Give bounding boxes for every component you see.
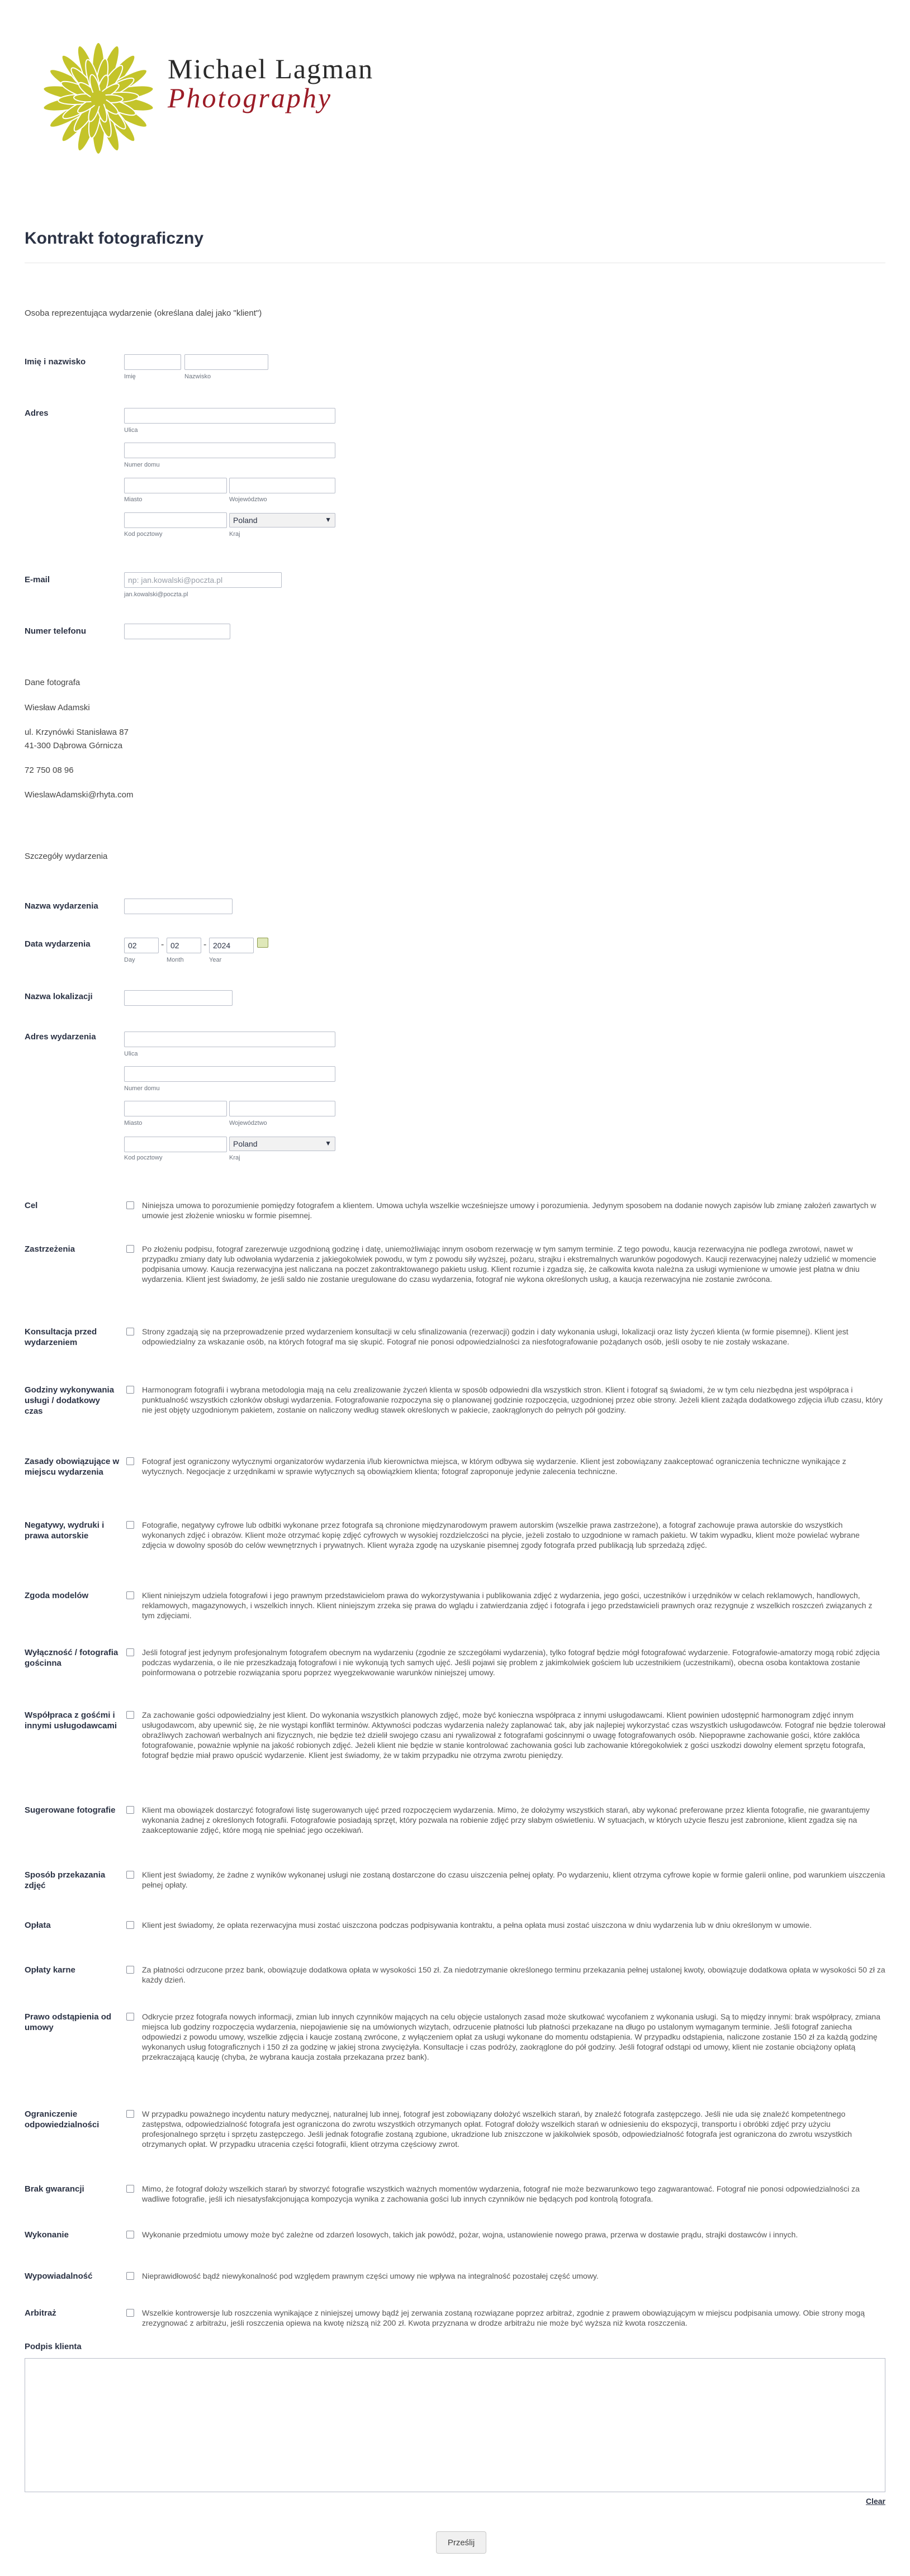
phone-input[interactable]: [124, 624, 230, 639]
term-label: Opłaty karne: [25, 1965, 75, 1975]
chevron-down-icon: ▼: [325, 516, 331, 524]
month-input[interactable]: [167, 938, 201, 953]
term-checkbox[interactable]: [126, 1711, 134, 1719]
term-text: Klient jest świadomy, że opłata rezerwacyjna musi zostać uiszczona podczas podpisywania kontraktu, a pełna opłata musi zostać uiszczona w dniu wydarzenia lub w dniu określonym w umowie.: [142, 1921, 812, 1929]
event-address-label: Adres wydarzenia: [25, 1032, 96, 1042]
photographer-heading: Dane fotografa: [25, 678, 80, 687]
signature-label: Podpis klienta: [25, 2342, 82, 2351]
address-label: Adres: [25, 408, 49, 418]
term-label: Sugerowane fotografie: [25, 1805, 116, 1815]
term-text: Jeśli fotograf jest jedynym profesjonalnym fotografem obecnym na wydarzeniu (zgodnie ze szczegółami wydarzenia), tylko fotograf będzie mógł fotografować wydarzenie. Fotografowie-amatorzy mogą robić zdjęcia podczas wydarzenia, o ile nie przeszkadzają fotografowi i nie wykonują tych samych ujęć. Jeśli pojawi się problem z jakimkolwiek gościem lub uczestnikiem (uczestnikami), obecna osoba kontaktowa zostanie poinformowana o potrzebie rozwiązania sporu poprzez wyegzekwowanie warunków niniejszej umowy.: [142, 1648, 880, 1677]
event-house-number-sub: Numer domu: [124, 1085, 160, 1092]
last-name-sub: Nazwisko: [184, 373, 211, 380]
term-checkbox[interactable]: [126, 1386, 134, 1394]
event-country-sub: Kraj: [229, 1154, 240, 1161]
event-zip-sub: Kod pocztowy: [124, 1154, 163, 1161]
year-input[interactable]: [209, 938, 254, 953]
date-separator: -: [161, 940, 164, 949]
street-sub: Ulica: [124, 427, 138, 434]
first-name-input[interactable]: [124, 354, 181, 370]
term-checkbox[interactable]: [126, 1201, 134, 1209]
event-intro: Szczegóły wydarzenia: [25, 852, 108, 861]
term-checkbox[interactable]: [126, 2185, 134, 2193]
event-country-value: Poland: [233, 1139, 258, 1148]
term-label: Arbitraż: [25, 2308, 56, 2318]
term-text: Wykonanie przedmiotu umowy może być zależne od zdarzeń losowych, takich jak powódź, pożar, wojna, ustanowienie nowego prawa, przerwa w dostawie prądu, strajki dostawców i innych.: [142, 2230, 798, 2239]
term-text: Nieprawidłowość bądź niewykonalność pod względem prawnym części umowy nie wpływa na integralność pozostałej część umowy.: [142, 2271, 599, 2280]
last-name-input[interactable]: [184, 354, 268, 370]
logo-center: [91, 91, 106, 106]
event-country-select[interactable]: [229, 1137, 335, 1151]
location-name-label: Nazwa lokalizacji: [25, 992, 93, 1001]
term-label: Opłata: [25, 1921, 51, 1930]
event-name-label: Nazwa wydarzenia: [25, 901, 98, 911]
chevron-down-icon: ▼: [325, 1139, 331, 1147]
event-name-input[interactable]: [124, 899, 233, 914]
term-text: Klient ma obowiązek dostarczyć fotografowi listę sugerowanych ujęć przed rozpoczęciem wydarzenia. Mimo, że dołożymy wszystkich starań, aby wykonać preferowane przez klienta fotografie, nie gwarantujemy wykonania żadnej z określonych fotografii. Fotografowie posiadają sprzęt, który pozwala na robienie zdjęć przy słabym oświetleniu. W sytuacjach, w których użycie fleszu jest zabronione, klient zgadza się na zaakceptowanie zdjęć, które mogą nie spełniać jego oczekiwań.: [142, 1805, 870, 1834]
term-text: Fotograf jest ograniczony wytycznymi organizatorów wydarzenia i/lub kierownictwa miejsca, w którym odbywa się wydarzenie. Klient jest zobowiązany zaakceptować ograniczenia techniczne wynikające z wytycznych. Negocjacje z urzędnikami w sprawie wytycznych są obowiązkiem klienta; fotograf zaproponuje jedynie zalecenia techniczne.: [142, 1457, 846, 1476]
logo-name: Michael Lagman: [168, 53, 374, 84]
term-text: Po złożeniu podpisu, fotograf zarezerwuje uzgodnioną godzinę i datę, uniemożliwiając innym osobom rezerwację w tym samym terminie. Z tego powodu, kaucja rezerwacyjna nie podlega zwrotowi, nawet w przypadku zmiany daty lub odwołania wydarzenia z jakiegokolwiek powodu, w tym z powodu siły wyższej, pożaru, strajku i ekstremalnych warunków pogodowych. Kaucji rezerwacyjnej należy udzielić w momencie podpisania umowy. Kaucja rezerwacyjna jest naliczana na poczet zakontraktowanego pakietu usług. Klient rozumie i zgadza się, że całkowita kwota należna za usługi wymienione w umowie jest płatna w dniu wydarzenia. Klient jest świadomy, że jeśli saldo nie zostanie uregulowane do czasu wydarzenia, fotograf nie wykona określonych usług, a kaucja rezerwacyjna nie zostanie zwrócona.: [142, 1244, 876, 1284]
term-text: Za zachowanie gości odpowiedzialny jest klient. Do wykonania wszystkich planowych zdjęć, może być konieczna współpraca z innymi usługodawcami. Klient powinien udostępnić harmonogram zdjęć innym usługodawcom, aby upewnić się, że nie wystąpi konflikt terminów. Aktywności podczas wydarzenia należy zaplanować tak, aby jak najlepiej wykorzystać czas wszystkich usługodawców. Fotograf nie będzie tolerował obraźliwych zachowań werbalnych ani fizycznych, nie będzie też dzielił swojego czasu ani rywalizował z fotografami gościnnymi o uwagę fotografowanych osób. Niepoprawne zachowanie gości, które zakłóca fotografowanie, poważnie wpłynie na jakość robionych zdjęć. Jeżeli klient nie będzie w stanie kontrolować zachowania gości lub zachowanie któregokolwiek z gości uszkodzi dowolny element sprzętu fotografa, fotograf będzie miał prawo opuścić wydarzenie. Klient jest świadomy, że w takim przypadku nie otrzyma zwrotu pieniędzy.: [142, 1710, 885, 1760]
term-text: Strony zgadzają się na przeprowadzenie przed wydarzeniem konsultacji w celu sfinalizowania (rezerwacji) godzin i daty wykonania usługi, lokalizacji oraz listy życzeń klienta (w formie pisemnej). Klient jest odpowiedzialny za wskazanie osób, na których fotograf ma się skupić. Fotograf nie ponosi odpowiedzialności za niesfotografowanie pożądanych osób, jeśli osoby te nie zostały wskazane.: [142, 1327, 849, 1346]
term-checkbox[interactable]: [126, 1521, 134, 1529]
zip-input[interactable]: [124, 512, 227, 528]
calendar-icon[interactable]: [257, 938, 268, 948]
street-input[interactable]: [124, 408, 335, 424]
event-city-sub: Miasto: [124, 1120, 143, 1127]
term-label: Współpraca z gośćmi i innymi usługodawcami: [25, 1710, 117, 1731]
day-sub: Day: [124, 957, 135, 963]
form-title: Kontrakt fotograficzny: [25, 229, 204, 248]
submit-button[interactable]: Prześlij: [436, 2531, 486, 2554]
term-checkbox[interactable]: [126, 2013, 134, 2021]
term-text: Mimo, że fotograf dołoży wszelkich starań by stworzyć fotografie wszystkich ważnych momentów wydarzenia, fotograf nie może bezwarunkowo tego zagwarantować. Fotograf nie ponosi odpowiedzialności za wadliwe fotografie, jeśli ich niesatysfakcjonująca kompozycja wynika z zachowania gości lub innych czynników nie będących pod kontrolą fotografa.: [142, 2184, 860, 2203]
client-intro: Osoba reprezentująca wydarzenie (określana dalej jako "klient"): [25, 308, 262, 318]
country-select[interactable]: [229, 513, 335, 527]
logo-subtitle: Photography: [168, 82, 333, 113]
event-date-label: Data wydarzenia: [25, 939, 91, 949]
event-state-input[interactable]: [229, 1101, 335, 1116]
photographer-city: 41-300 Dąbrowa Górnicza: [25, 741, 123, 750]
term-checkbox[interactable]: [126, 1245, 134, 1253]
term-label: Zastrzeżenia: [25, 1244, 75, 1254]
country-value: Poland: [233, 516, 258, 525]
house-number-sub: Numer domu: [124, 462, 160, 468]
email-sub: jan.kowalski@poczta.pl: [124, 591, 188, 598]
term-checkbox[interactable]: [126, 1966, 134, 1974]
photographer-phone: 72 750 08 96: [25, 766, 74, 775]
term-checkbox[interactable]: [126, 1648, 134, 1656]
event-zip-input[interactable]: [124, 1137, 227, 1152]
photographer-name: Wiesław Adamski: [25, 703, 90, 712]
term-label: Zasady obowiązujące w miejscu wydarzenia: [25, 1457, 120, 1477]
term-label: Wypowiadalność: [25, 2271, 93, 2281]
signature-pad[interactable]: [25, 2358, 885, 2492]
term-checkbox[interactable]: [126, 2110, 134, 2118]
term-label: Cel: [25, 1201, 38, 1210]
term-label: Negatywy, wydruki i prawa autorskie: [25, 1520, 105, 1541]
term-checkbox[interactable]: [126, 1328, 134, 1335]
state-sub: Województwo: [229, 496, 267, 503]
term-label: Godziny wykonywania usługi / dodatkowy czas: [25, 1385, 115, 1416]
term-text: Klient niniejszym udziela fotografowi i jego prawnym przedstawicielom prawa do wykorzystywania i publikowania zdjęć z wydarzenia, jego gości, uczestników i urzędników w celach reklamowych, handlowych, reklamowych, magazynowych, i wszelkich innych. Klient niniejszym zrzeka się prawa do wglądu i zatwierdzania zdjęć i fotografa i jego przedstawicieli prawnych oraz rezygnuje z wszelkich roszczeń związanych z tym zdjęciami.: [142, 1591, 873, 1620]
event-state-sub: Województwo: [229, 1120, 267, 1127]
logo-wordmark: [168, 53, 373, 111]
city-input[interactable]: [124, 478, 227, 493]
term-text: Odkrycie przez fotografa nowych informacji, zmian lub innych czynników mających na celu objęcie ustalonych zasad może skutkować wycofaniem z wykonania usługi. Są to między innymi: brak współpracy, zmiana miejsca lub godziny rozpoczęcia wydarzenia, niepojawienie się na umówionych wizytach, odrzucenie płatności lub płatności przekazane na długo po ustalonym wymaganym terminie. Jeśli fotograf zaniecha odpowiedzi z powodu umowy, wszelkie zdjęcia i kaucje zostaną zwrócone, z wyłączeniem opłat za usługi wykonane do momentu odstąpienia. W przypadku odstąpienia, naliczone zostanie 150 zł za każdą godzinę wykonanych usług fotograficznych i 150 zł za godzinę w jakiej strona zwyciężyła. Konsultacje i czas podróży, zaokrąglone do pół godziny. Jeśli fotograf odstąpi od umowy, klient nie zostanie obciążony opłatą przekraczającą kaucję (chyba, że wybrana kaucja została przekazana przez bank).: [142, 2012, 880, 2061]
email-label: E-mail: [25, 575, 50, 584]
term-label: Wykonanie: [25, 2230, 69, 2240]
term-text: W przypadku poważnego incydentu natury medycznej, naturalnej lub innej, fotograf jest zobowiązany dołożyć wszelkich starań, by znaleźć fotografa zastępczego. Jeśli nie uda się znaleźć kompetentnego zastępstwa, odpowiedzialność fotografa jest ograniczona do zwrotu wszystkich otrzymanych opłat. Fotograf dołoży wszelkich starań w odniesieniu do ekspozycji, transportu i obróbki zdjęć przy użyciu profesjonalnego sprzętu i sprzętu zastępczego. Jeśli jednak fotografie zostaną zgubione, ukradzione lub zniszczone w jakikolwiek sposób, odpowiedzialność fotografa jest ograniczona do zwrotu wszystkich otrzymanych opłat. W przypadku utracenia części fotografii, klient otrzyma częściowy zwrot.: [142, 2109, 852, 2149]
day-input[interactable]: [124, 938, 159, 953]
photographer-email: WieslawAdamski@rhyta.com: [25, 790, 134, 800]
term-label: Brak gwarancji: [25, 2184, 84, 2194]
year-sub: Year: [209, 957, 222, 963]
clear-signature-link[interactable]: Clear: [865, 2497, 885, 2506]
event-city-input[interactable]: [124, 1101, 227, 1116]
term-text: Fotografie, negatywy cyfrowe lub odbitki wykonane przez fotografa są chronione międzynarodowym prawem autorskim (wszelkie prawa zastrzeżone), a fotograf zachowuje prawa autorskie do wszystkich wykonanych zdjęć i obrazów. Klient może otrzymać kopię zdjęć cyfrowych w wysokiej rozdzielczości na płycie, jeżeli zostało to uzgodnione w ramach pakietu. W takim wypadku, klient może powielać wybrane zdjęcia w dowolny sposób do celów wewnętrznych i prywatnych. Klient wyraża zgodę na uzyskanie pisemnej zgody fotografa przed publikacją lub sprzedażą zdjęć.: [142, 1520, 860, 1550]
state-input[interactable]: [229, 478, 335, 493]
term-checkbox[interactable]: [126, 1457, 134, 1465]
term-text: Wszelkie kontrowersje lub roszczenia wynikające z niniejszej umowy bądź jej zerwania zostaną rozwiązane poprzez arbitraż, zgodnie z prawem obowiązującym w miejscu podpisania umowy. Obie strony mogą zrezygnować z arbitrażu, jeśli roszczenia opiewa na kwotę niższą niż 200 zł. Kwota przyznana w drodze arbitrażu nie może być wyższa niż kwota roszczenia.: [142, 2308, 865, 2327]
term-checkbox[interactable]: [126, 1806, 134, 1814]
first-name-sub: Imię: [124, 373, 136, 380]
term-checkbox[interactable]: [126, 2272, 134, 2280]
term-checkbox[interactable]: [126, 2231, 134, 2238]
term-text: Za płatności odrzucone przez bank, obowiązuje dodatkowa opłata w wysokości 150 zł. Za niedotrzymanie określonego terminu przekazania pełnej ustalonej kwoty, obowiązuje dodatkowa opłata w wysokości 50 zł za każdy dzień.: [142, 1965, 885, 1984]
term-label: Sposób przekazania zdjęć: [25, 1870, 106, 1890]
zip-sub: Kod pocztowy: [124, 531, 163, 538]
event-street-sub: Ulica: [124, 1051, 138, 1057]
email-input[interactable]: [124, 572, 282, 588]
location-name-input[interactable]: [124, 990, 233, 1006]
term-checkbox[interactable]: [126, 1591, 134, 1599]
term-text: Klient jest świadomy, że żadne z wyników wykonanej usługi nie zostaną dostarczone do czasu uiszczenia pełnej opłaty. Po wydarzeniu, klient otrzyma cyfrowe kopie w formie galerii online, pod warunkiem uiszczenia pełnej opłaty.: [142, 1870, 885, 1889]
country-sub: Kraj: [229, 531, 240, 538]
term-label: Prawo odstąpienia od umowy: [25, 2012, 112, 2032]
term-text: Harmonogram fotografii i wybrana metodologia mają na celu zrealizowanie życzeń klienta w sposób odpowiedni dla wszystkich stron. Klient i fotograf są świadomi, że w tym celu niezbędna jest współpraca i punktualność wszystkich członków obsługi wydarzenia. Fotografowanie rozpoczyna się o planowanej godzinie rozpoczęcia, uzgodnionej przez obie strony. Jeżeli klient zażąda dodatkowego zdjęcia i/lub czasu, który nie jest objęty uzgodnionym pakietem, zostanie on naliczony według stawek określonych w pakiecie, zaokrąglonych do pełnych pół godziny.: [142, 1385, 883, 1414]
term-checkbox[interactable]: [126, 1921, 134, 1929]
name-label: Imię i nazwisko: [25, 357, 86, 367]
term-label: Ograniczenie odpowiedzialności: [25, 2109, 99, 2130]
date-separator: -: [203, 940, 207, 949]
house-number-input[interactable]: [124, 443, 335, 458]
event-house-number-input[interactable]: [124, 1066, 335, 1082]
term-label: Zgoda modelów: [25, 1591, 89, 1600]
city-sub: Miasto: [124, 496, 143, 503]
photographer-street: ul. Krzynówki Stanisława 87: [25, 728, 129, 737]
month-sub: Month: [167, 957, 184, 963]
phone-label: Numer telefonu: [25, 626, 87, 636]
term-label: Konsultacja przed wydarzeniem: [25, 1327, 97, 1347]
term-label: Wyłączność / fotografia gościnna: [25, 1648, 119, 1668]
term-text: Niniejsza umowa to porozumienie pomiędzy fotografem a klientem. Umowa uchyla wszelkie wcześniejsze umowy i porozumienia. Jedynym sposobem na dodanie nowych zapisów lub zmianę założeń zawartych w umowie jest złożenie wniosku w formie pisemnej.: [142, 1201, 876, 1220]
term-checkbox[interactable]: [126, 1871, 134, 1879]
term-checkbox[interactable]: [126, 2309, 134, 2317]
event-street-input[interactable]: [124, 1032, 335, 1047]
